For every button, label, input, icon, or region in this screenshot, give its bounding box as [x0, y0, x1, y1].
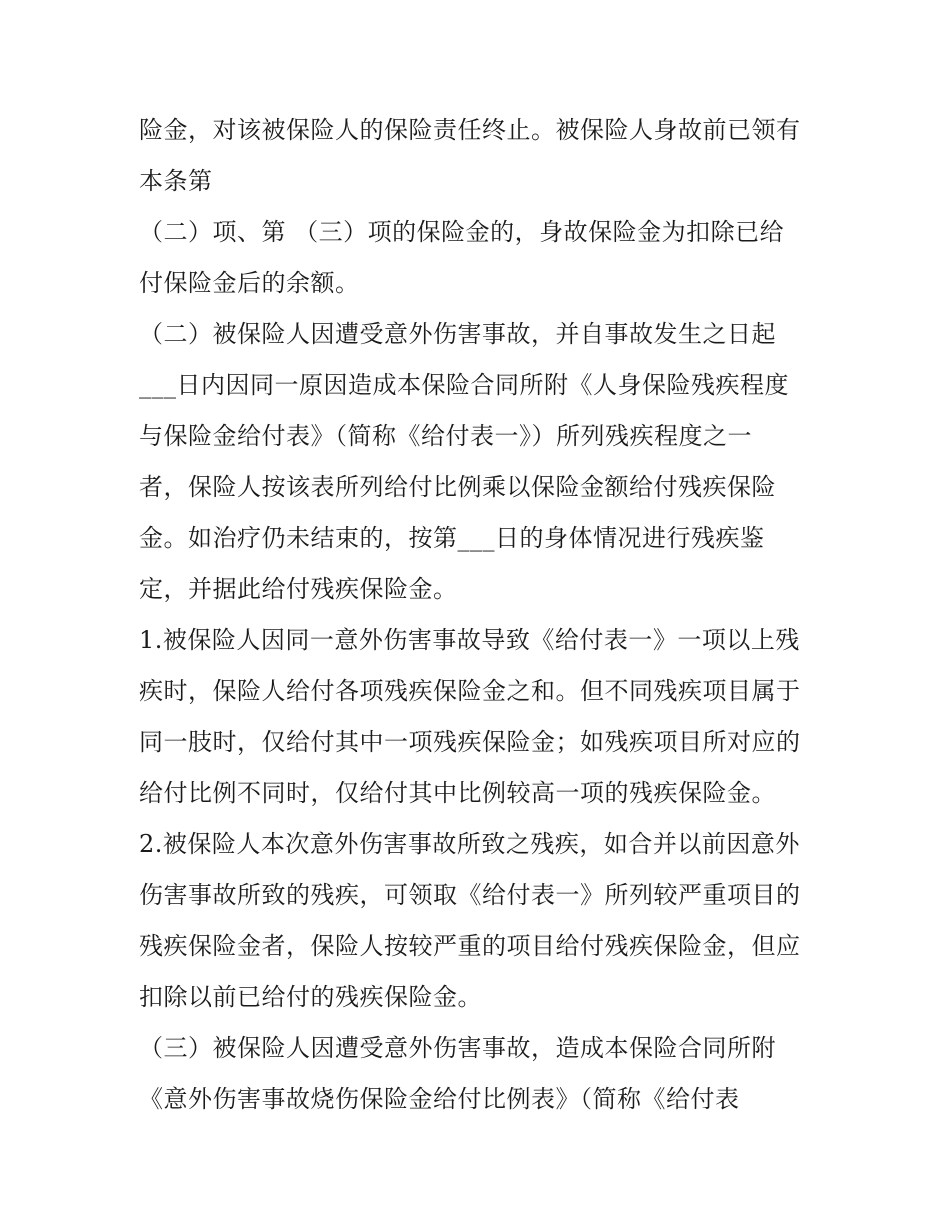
document-body: [139, 105, 819, 1125]
text-line: 伤害事故所致的残疾，可领取《给付表一》所列较严重项目的: [139, 881, 801, 909]
text-line: ___日内因同一原因造成本保险合同所附《人身保险残疾程度: [139, 371, 789, 399]
text-line: 疾时，保险人给付各项残疾保险金之和。但不同残疾项目属于: [139, 677, 801, 705]
text-line: 2.被保险人本次意外伤害事故所致之残疾，如合并以前因意外: [139, 830, 800, 858]
text-line: （三）被保险人因遭受意外伤害事故，造成本保险合同所附: [139, 1034, 776, 1062]
text-line: （二）项、第 （三）项的保险金的，身故保险金为扣除已给: [139, 218, 785, 246]
text-line: 残疾保险金者，保险人按较严重的项目给付残疾保险金，但应: [139, 932, 801, 960]
text-line: 本条第: [139, 167, 213, 195]
text-line: 金。如治疗仍未结束的，按第___日的身体情况进行残疾鉴: [139, 524, 765, 552]
text-line: 定，并据此给付残疾保险金。: [139, 575, 458, 603]
text-line: 《意外伤害事故烧伤保险金给付比例表》（简称《给付表: [139, 1085, 740, 1113]
text-line: 1.被保险人因同一意外伤害事故导致《给付表一》一项以上残: [139, 626, 800, 654]
text-line: 者，保险人按该表所列给付比例乘以保险金额给付残疾保险: [139, 473, 776, 501]
text-line: 付保险金后的余额。: [139, 269, 360, 297]
text-line: 给付比例不同时，仅给付其中比例较高一项的残疾保险金。: [139, 779, 776, 807]
text-line: 险金，对该被保险人的保险责任终止。被保险人身故前已领有: [139, 116, 801, 144]
text-line: 扣除以前已给付的残疾保险金。: [139, 983, 482, 1011]
text-line: （二）被保险人因遭受意外伤害事故，并自事故发生之日起: [139, 320, 776, 348]
text-line: 与保险金给付表》（简称《给付表一》）所列残疾程度之一: [139, 422, 752, 450]
text-line: 同一肢时，仅给付其中一项残疾保险金；如残疾项目所对应的: [139, 728, 801, 756]
